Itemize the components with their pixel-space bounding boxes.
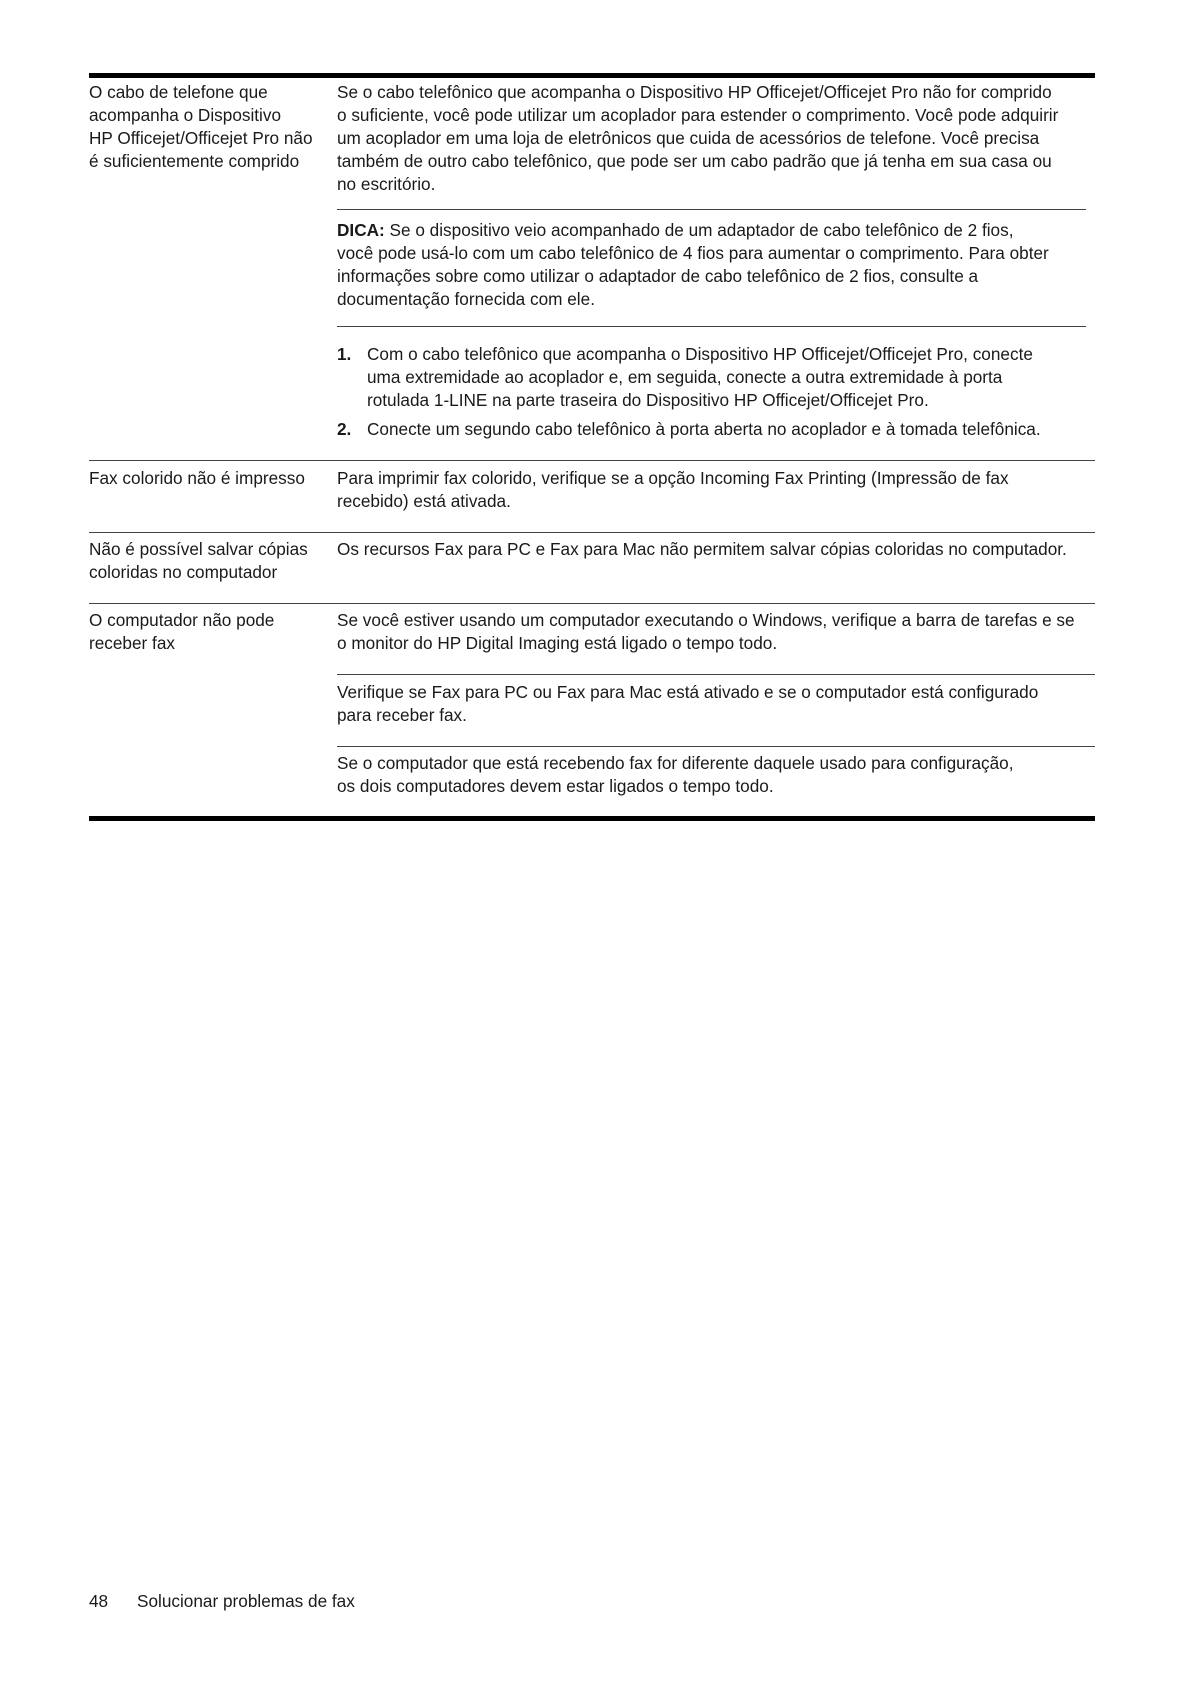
problem-cable-too-short: O cabo de telefone que acompanha o Dispositivo HP Officejet/Officejet Pro não é suficientemente comprido	[89, 82, 313, 171]
page-number: 48	[89, 1591, 109, 1611]
step-text: Com o cabo telefônico que acompanha o Dispositivo HP Officejet/Officejet Pro, conecte uma extremidade ao acoplador e, em seguida, conecte a outra extremidade à porta rotulada 1-LINE na parte traseira do Dispositivo HP Officejet/Officejet Pro.	[367, 344, 1033, 410]
table-bottom-rule	[89, 816, 1095, 821]
problem-cannot-save-color: Não é possível salvar cópias coloridas no computador	[89, 539, 308, 582]
cell-divider	[337, 746, 1095, 747]
step-number: 2.	[337, 419, 352, 439]
tip-note	[337, 219, 1089, 311]
solution-save-color: Os recursos Fax para PC e Fax para Mac não permitem salvar cópias coloridas no computador.	[337, 539, 1067, 559]
cell-divider	[337, 209, 1086, 210]
solution-color-fax: Para imprimir fax colorido, verifique se a opção Incoming Fax Printing (Impressão de fax recebido) está ativada.	[337, 468, 1009, 511]
row-divider	[89, 603, 1095, 604]
cell-divider	[337, 326, 1086, 327]
step-number: 1.	[337, 344, 352, 364]
solution-windows-taskbar: Se você estiver usando um computador executando o Windows, verifique a barra de tarefas e se o monitor do HP Digital Imaging está ligado o tempo todo.	[337, 610, 1075, 653]
row-divider	[89, 532, 1095, 533]
row-divider	[89, 460, 1095, 461]
tip-text: Se o dispositivo veio acompanhado de um adaptador de cabo telefônico de 2 fios, você pode usá-lo com um cabo telefônico de 4 fios para aumentar o comprimento. Para obter informações sobre como utilizar o adaptador de cabo telefônico de 2 fios, consulte a documentação fornecida com ele.	[337, 220, 1049, 309]
solution-cable-coupler: Se o cabo telefônico que acompanha o Dispositivo HP Officejet/Officejet Pro não for comprido o suficiente, você pode utilizar um acoplador para estender o comprimento. Você pode adquirir um acoplador em uma loja de eletrônicos que cuida de acessórios de telefone. Você precisa também de outro cabo telefônico, que pode ser um cabo padrão que já tenha em sua casa ou no escritório.	[337, 82, 1059, 194]
solution-both-computers-on: Se o computador que está recebendo fax for diferente daquele usado para configuração, os dois computadores devem estar ligados o tempo todo.	[337, 753, 1014, 796]
footer-section-title: Solucionar problemas de fax	[137, 1591, 355, 1611]
problem-computer-cannot-receive: O computador não pode receber fax	[89, 610, 275, 653]
cell-divider	[337, 674, 1095, 675]
step-text: Conecte um segundo cabo telefônico à porta aberta no acoplador e à tomada telefônica.	[367, 419, 1041, 439]
tip-label: DICA:	[337, 220, 385, 240]
problem-color-fax-not-printing: Fax colorido não é impresso	[89, 468, 305, 488]
table-top-rule	[89, 73, 1095, 78]
solution-fax-to-pc-enabled: Verifique se Fax para PC ou Fax para Mac está ativado e se o computador está configurado para receber fax.	[337, 682, 1039, 725]
